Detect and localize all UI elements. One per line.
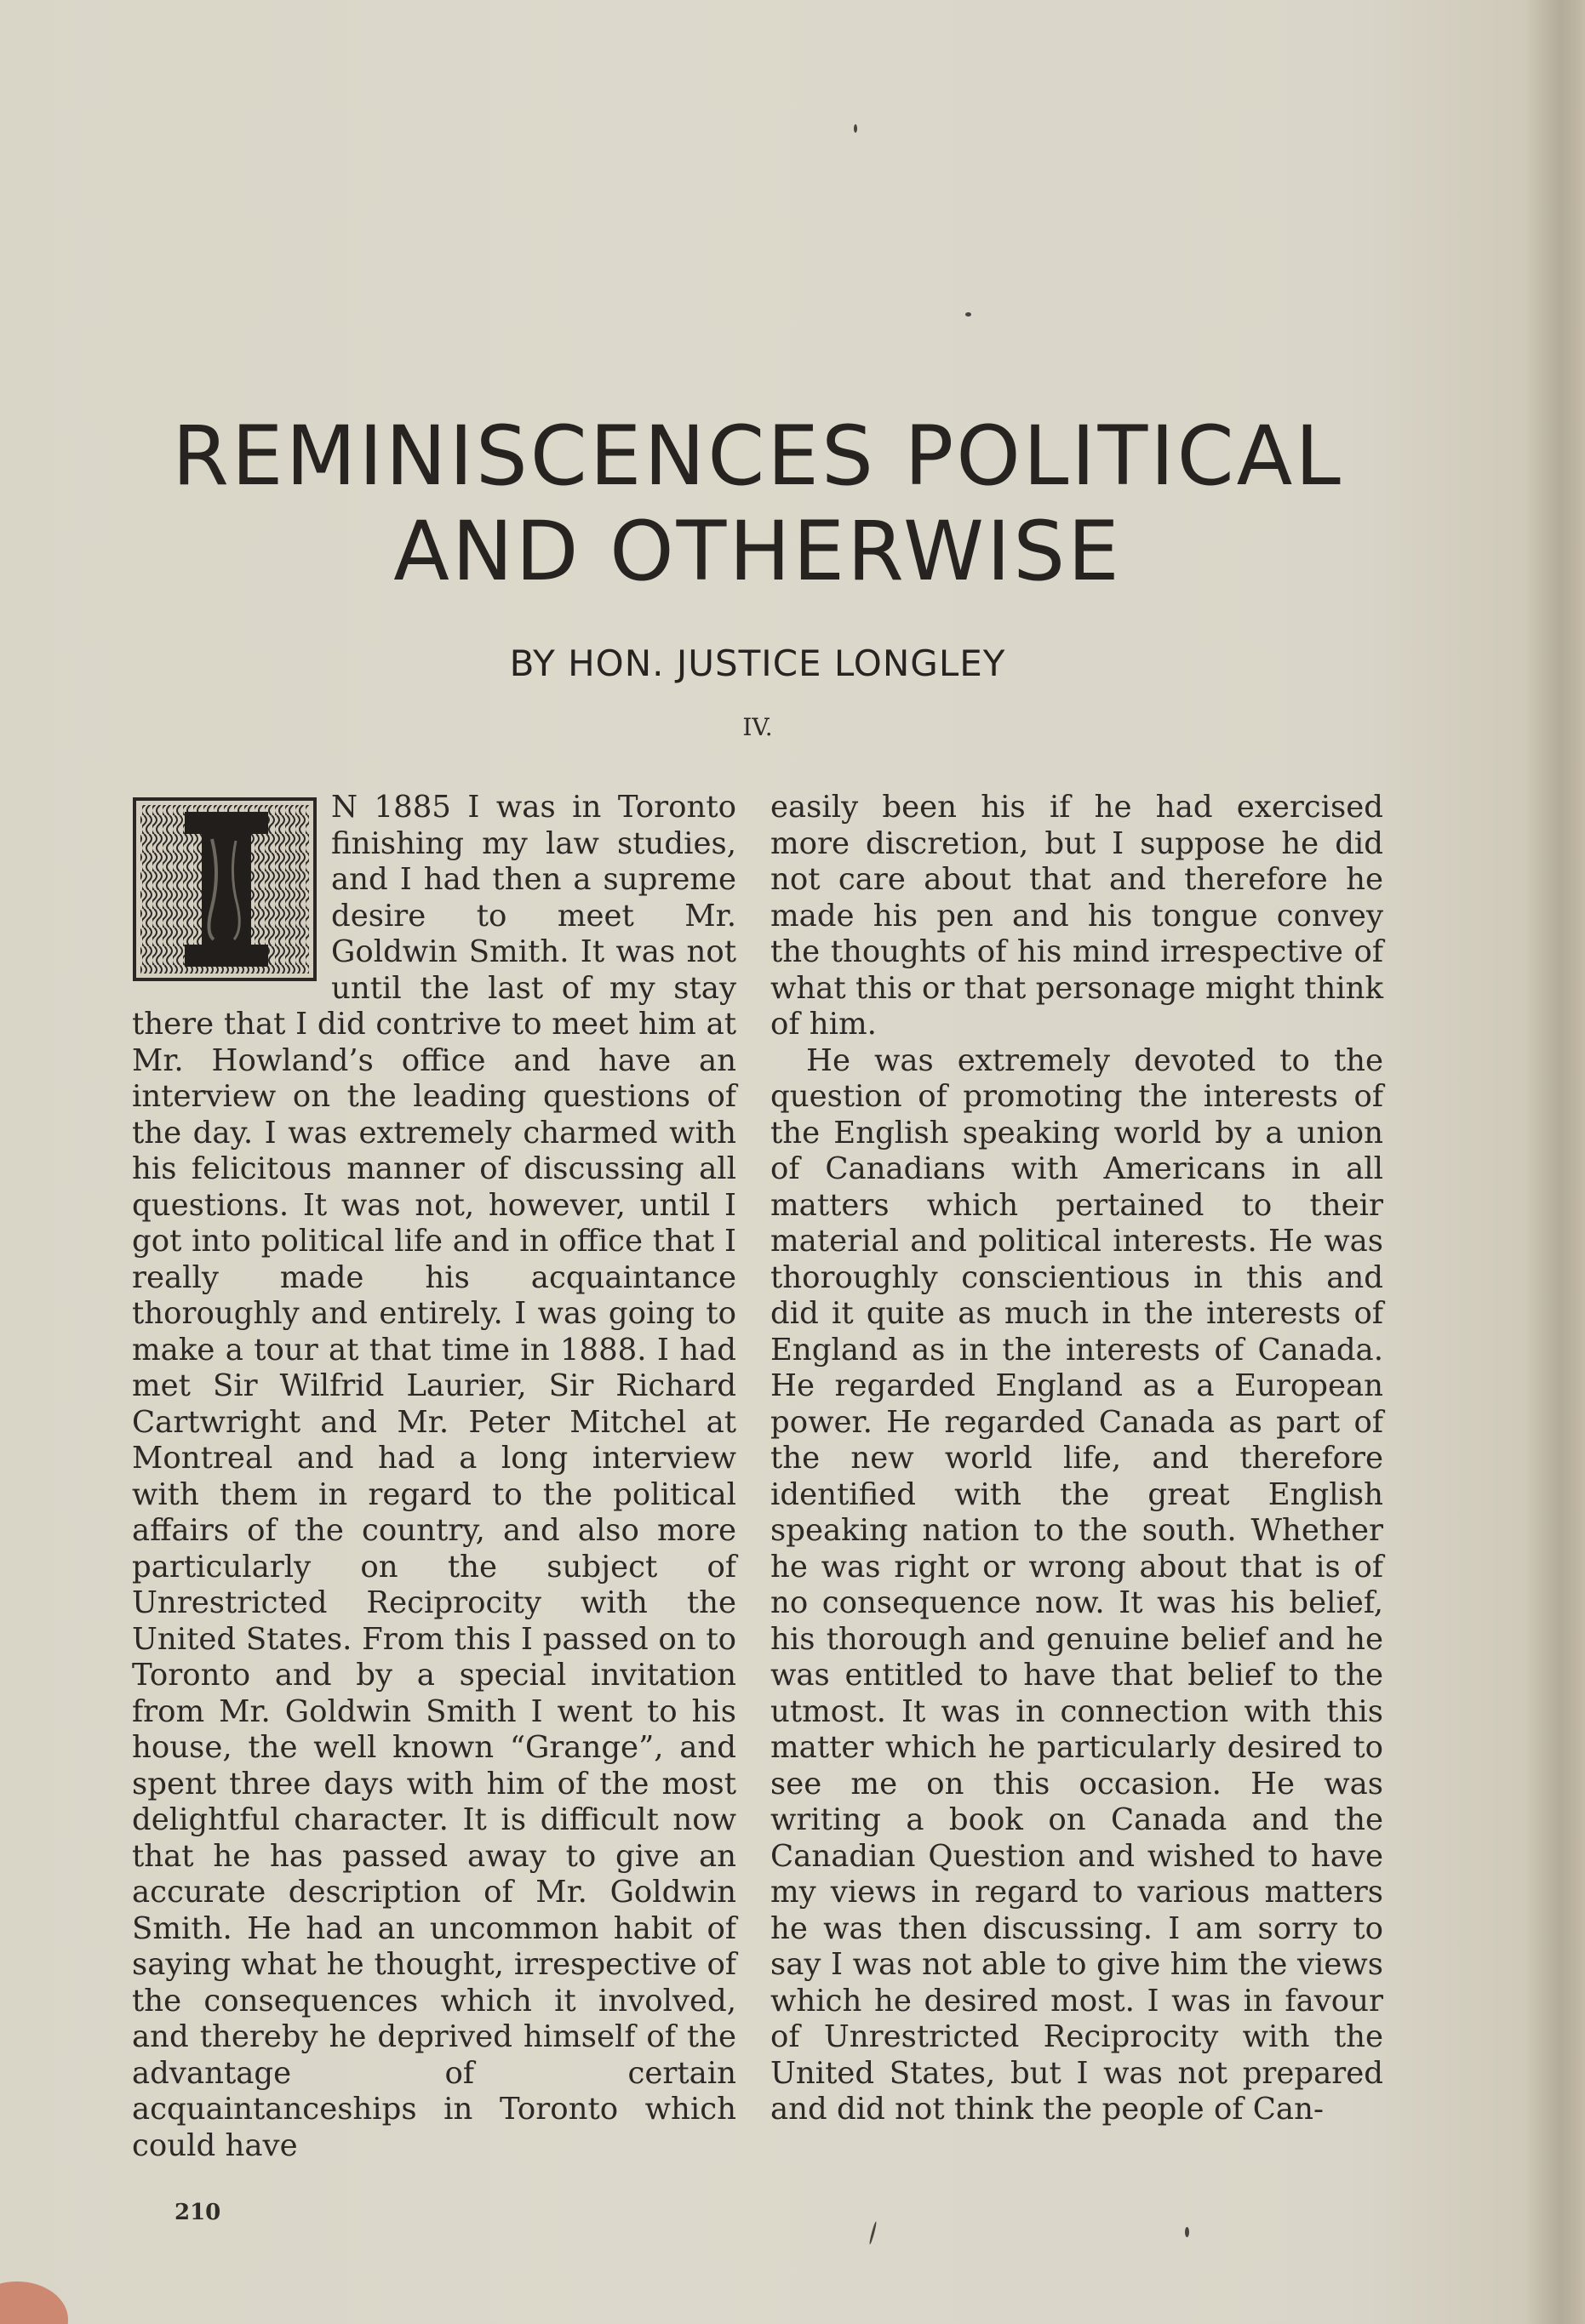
- ink-speck: [854, 124, 857, 133]
- ink-speck: [965, 312, 971, 317]
- ink-speck: [868, 2221, 877, 2245]
- drop-cap-svg: [132, 797, 318, 982]
- page-edge-shadow: [1525, 0, 1585, 2324]
- left-column: [132, 790, 736, 2164]
- right-column-paragraph-1: easily been his if he had exercised more discretion, but I suppose he did not care about that and therefore he made his pen and his tongue convey the thoughts of his mind irrespective of what this or that personage might think of him.: [770, 790, 1383, 1042]
- page-number: 210: [175, 2200, 221, 2225]
- part-number: IV.: [742, 713, 773, 741]
- title-line-2: AND OTHERWISE: [393, 504, 1122, 599]
- ink-speck: [1185, 2227, 1189, 2237]
- right-column: [770, 790, 1383, 2128]
- thumb-corner: [0, 2281, 68, 2324]
- left-column-paragraph: N 1885 I was in Toronto finishing my law studies, and I had then a supreme desire to meet Mr. Goldwin Smith. It was not until the last of my stay there that I did contrive to meet him at Mr. Howland’s office and have an interview on the leading questions of the day. I was extremely charmed with his felicitous manner of discussing all questions. It was not, however, until I got into political life and in office that I really made his acquaintance thoroughly and entirely. I was going to make a tour at that time in 1888. I had met Sir Wilfrid Laurier, Sir Richard Cartwright and Mr. Peter Mitchel at Montreal and had a long interview with them in regard to the political affairs of the country, and also more particularly on the subject of Unrestricted Reciprocity with the United States. From this I passed on to Toronto and by a special invitation from Mr. Goldwin Smith I went to his house, the well known “Grange”, and spent three days with him of the most delightful character. It is difficult now that he has passed away to give an accurate description of Mr. Goldwin Smith. He had an uncommon habit of saying what he thought, irrespective of the consequences which it involved, and thereby he deprived himself of the advantage of certain acquaintanceships in Toronto which could have: [132, 790, 736, 2163]
- right-column-paragraph-2: He was extremely devoted to the question of promoting the interests of the English speaking world by a union of Canadians with Americans in all matters which pertained to their material and political interests. He was thoroughly conscientious in this and did it quite as much in the interests of England as in the interests of Canada. He regarded England as a European power. He regarded Canada as part of the new world life, and therefore identified with the great English speaking nation to the south. Whether he was right or wrong about that is of no consequence now. It was his belief, his thorough and genuine belief and he was entitled to have that belief to the utmost. It was in connection with this matter which he particularly desired to see me on this occasion. He was writing a book on Canada and the Canadian Question and wished to have my views in regard to various matters he was then discussing. I am sorry to say I was not able to give him the views which he desired most. I was in favour of Unrestricted Reciprocity with the United States, but I was not prepared and did not think the people of Can-: [770, 1042, 1383, 2127]
- title-line-1: REMINISCENCES POLITICAL: [172, 408, 1343, 504]
- author-byline: BY HON. JUSTICE LONGLEY: [509, 642, 1006, 684]
- article-title: [94, 408, 1422, 599]
- drop-cap-ornament: [132, 797, 318, 982]
